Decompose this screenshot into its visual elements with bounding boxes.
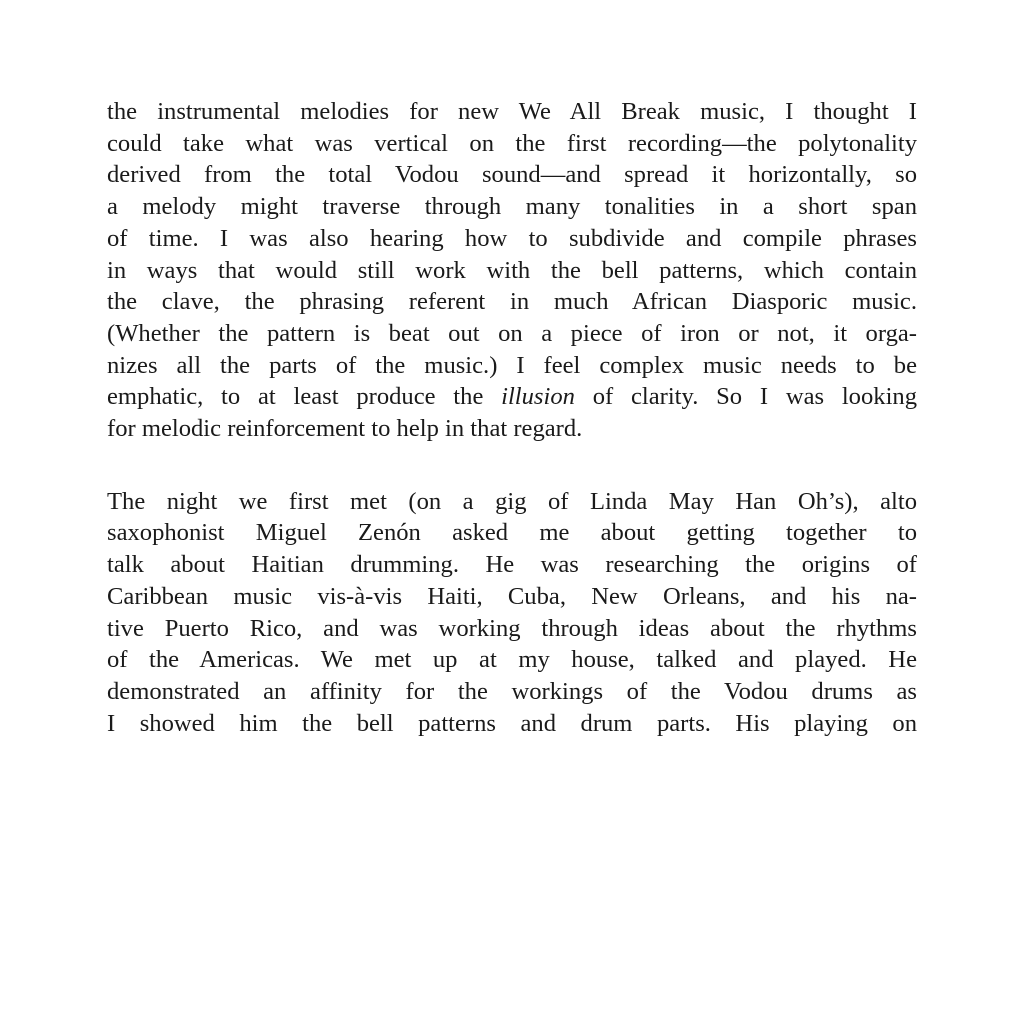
text-line	[107, 517, 917, 549]
text-segment: a melody might traverse through many tonalities in a short span	[107, 193, 917, 221]
text-line	[107, 413, 917, 445]
text-line	[107, 223, 917, 255]
text-segment: of clarity. So I was looking	[574, 383, 917, 411]
text-line	[107, 549, 917, 581]
text-segment: (Whether the pattern is beat out on a piece of iron or not, it orga-	[107, 319, 917, 347]
text-line	[107, 191, 917, 223]
paragraph	[107, 96, 917, 445]
text-line	[107, 676, 917, 708]
text-segment: in ways that would still work with the bell patterns, which contain	[107, 256, 917, 284]
text-segment: derived from the total Vodou sound—and spread it horizontally, so	[107, 161, 917, 189]
text-segment: saxophonist Miguel Zenón asked me about getting together to	[107, 519, 917, 547]
text-line	[107, 708, 917, 740]
text-segment: Caribbean music vis-à-vis Haiti, Cuba, New Orleans, and his na-	[107, 582, 917, 610]
text-line	[107, 613, 917, 645]
text-segment: the instrumental melodies for new We All Break music, I thought I	[107, 98, 917, 125]
text-line	[107, 255, 917, 287]
text-line	[107, 581, 917, 613]
text-segment: for melodic reinforcement to help in that regard.	[107, 415, 583, 443]
text-segment: could take what was vertical on the first recording—the polytonality	[107, 129, 917, 157]
italic-text: illusion	[501, 383, 575, 411]
text-line	[107, 381, 917, 413]
book-page	[107, 96, 917, 739]
text-segment: demonstrated an affinity for the workings of the Vodou drums as	[107, 677, 917, 705]
text-segment: of the Americas. We met up at my house, talked and played. He	[107, 646, 917, 674]
paragraph	[107, 486, 917, 740]
text-segment: of time. I was also hearing how to subdivide and compile phrases	[107, 224, 917, 252]
text-segment: nizes all the parts of the music.) I feel complex music needs to be	[107, 351, 917, 379]
text-segment: emphatic, to at least produce the	[107, 383, 502, 411]
text-segment: talk about Haitian drumming. He was researching the origins of	[107, 551, 917, 579]
text-line	[107, 318, 917, 350]
text-segment: tive Puerto Rico, and was working through ideas about the rhythms	[107, 614, 917, 642]
text-segment: The night we first met (on a gig of Linda May Han Oh’s), alto	[107, 487, 917, 515]
text-line	[107, 644, 917, 676]
text-segment: I showed him the bell patterns and drum parts. His playing on	[107, 709, 917, 737]
text-line	[107, 128, 917, 160]
text-line	[107, 486, 917, 518]
text-line	[107, 350, 917, 382]
text-line	[107, 286, 917, 318]
text-line	[107, 96, 917, 128]
text-segment: the clave, the phrasing referent in much African Diasporic music.	[107, 288, 917, 316]
text-line	[107, 159, 917, 191]
